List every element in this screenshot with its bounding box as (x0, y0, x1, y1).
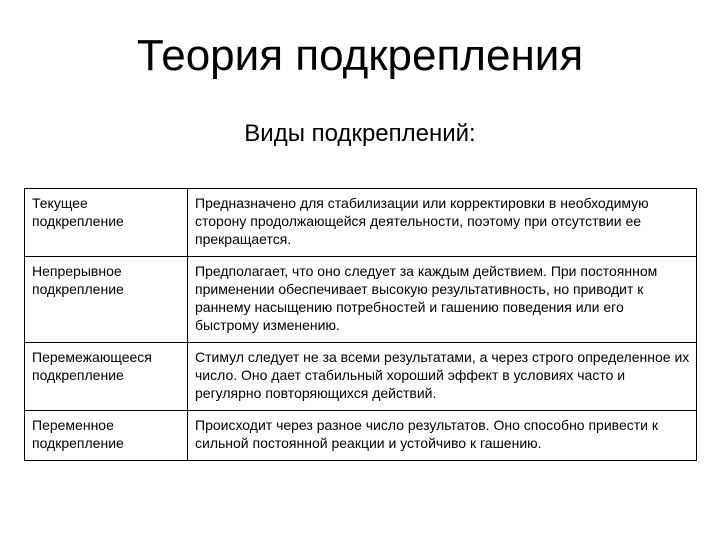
table-row (25, 257, 697, 343)
table-row (25, 189, 697, 257)
term-cell: Непрерывное подкрепление (25, 257, 188, 343)
term-cell: Текущее подкрепление (25, 189, 188, 257)
slide-subtitle: Виды подкреплений: (244, 120, 476, 147)
description-cell: Предназначено для стабилизации или корректировки в необходимую сторону продолжающейся деятельности, поэтому при отсутствии ее прекращается. (188, 189, 697, 257)
table-row (25, 411, 697, 461)
term-cell: Переменное подкрепление (25, 411, 188, 461)
description-cell: Предполагает, что оно следует за каждым действием. При постоянном применении обеспечивает высокую результативность, но приводит к раннему насыщению потребностей и гашению поведения или его быстрому изменению. (188, 257, 697, 343)
slide-title: Теория подкрепления (136, 31, 584, 80)
description-cell: Происходит через разное число результатов. Оно способно привести к сильной постоянной реакции и устойчиво к гашению. (188, 411, 697, 461)
term-cell: Перемежающееся подкрепление (25, 343, 188, 411)
description-cell: Стимул следует не за всеми результатами, а через строго определенное их число. Оно дает стабильный хороший эффект в условиях часто и регулярно повторяющихся действий. (188, 343, 697, 411)
reinforcement-types-table (24, 188, 697, 461)
table-row (25, 343, 697, 411)
